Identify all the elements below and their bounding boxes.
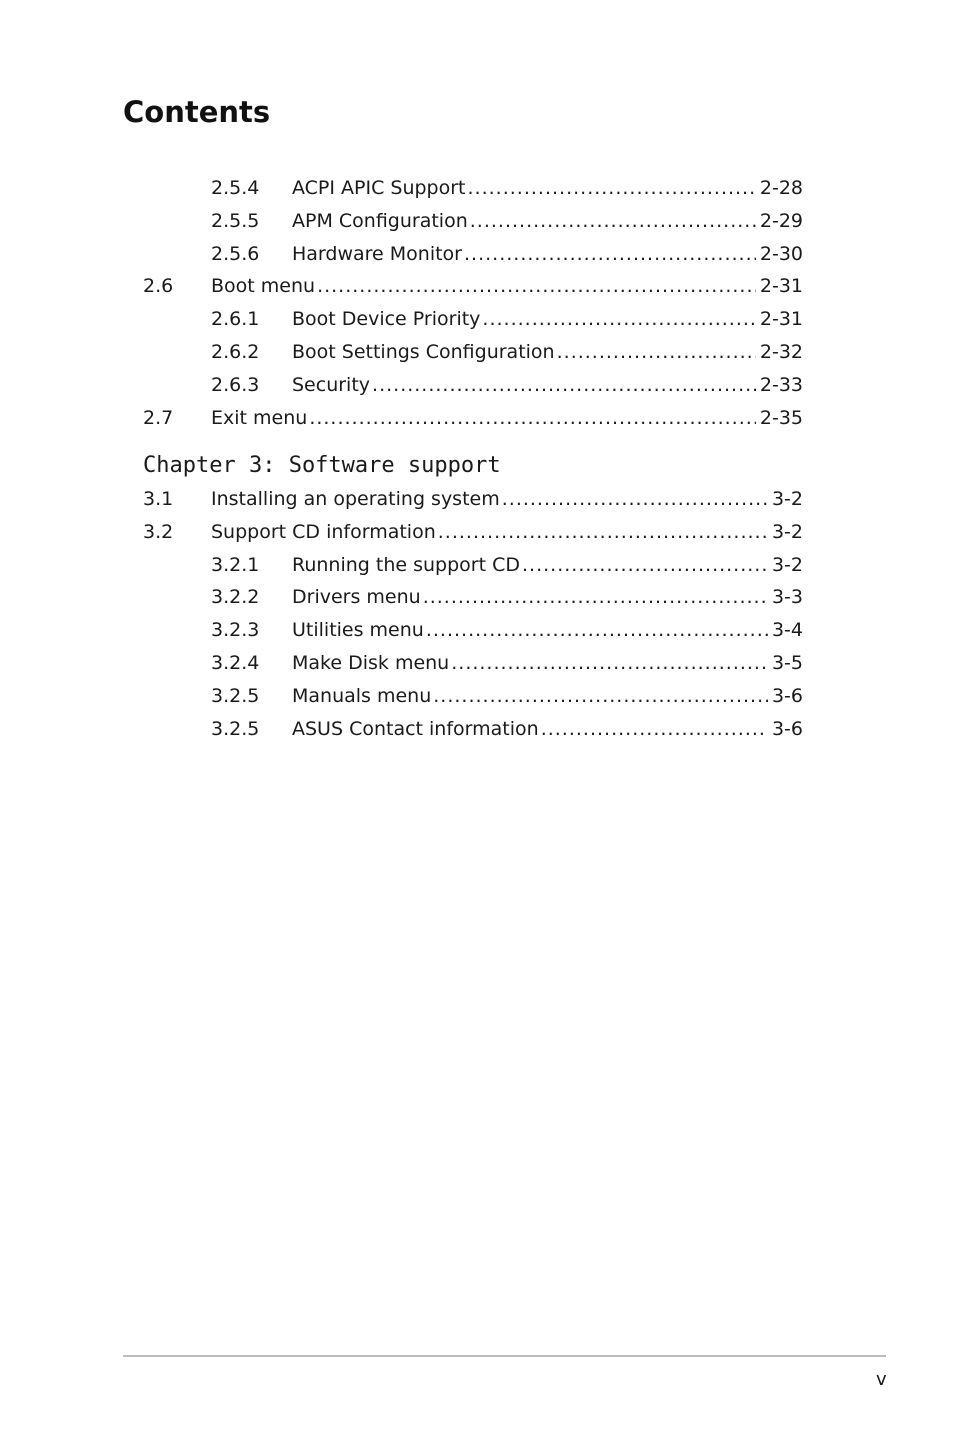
toc-entry-page: 3-2	[771, 553, 803, 576]
toc-entry-page: 2-31	[759, 275, 803, 298]
toc-entry[interactable]	[143, 713, 803, 746]
toc-entry[interactable]	[143, 205, 803, 238]
toc-section-chapter3	[143, 483, 803, 745]
page-title: Contents	[123, 95, 271, 129]
dot-leader	[309, 402, 756, 435]
toc-entry-label: Installing an operating system	[211, 488, 500, 510]
toc-entry[interactable]	[143, 369, 803, 402]
toc-entry-page: 3-3	[771, 586, 803, 609]
toc-entry[interactable]	[143, 238, 803, 271]
toc-entry-number: 3.2.3	[211, 619, 260, 642]
toc-entry-number: 2.5.5	[211, 209, 260, 232]
toc-entry-page: 3-6	[771, 717, 803, 740]
dot-leader	[451, 647, 768, 680]
toc-entry-number: 3.2.5	[211, 684, 260, 707]
dot-leader	[372, 369, 756, 402]
toc-entry-page: 2-31	[759, 308, 803, 331]
toc-entry-number: 3.2.2	[211, 586, 260, 609]
toc-entry-number: 2.6.2	[211, 340, 260, 363]
toc-entry-label: Manuals menu	[292, 684, 432, 707]
toc-entry-label: Support CD information	[211, 520, 436, 543]
toc-entry[interactable]	[143, 614, 803, 647]
toc-entry-number: 2.5.6	[211, 242, 260, 265]
toc-entry-number: 2.7	[143, 406, 174, 429]
toc-entry-label: Drivers menu	[292, 586, 421, 609]
toc-entry[interactable]	[143, 270, 803, 303]
toc-entry-number: 3.2	[143, 520, 174, 543]
dot-leader	[522, 549, 768, 582]
dot-leader	[482, 303, 755, 336]
dot-leader	[541, 713, 768, 746]
toc-entry-number: 3.2.1	[211, 553, 260, 576]
dot-leader	[502, 483, 768, 516]
dot-leader	[470, 205, 756, 238]
dot-leader	[557, 336, 756, 369]
toc-entry-label: Boot Device Priority	[292, 308, 481, 331]
toc-entry-label: Utilities menu	[292, 619, 424, 642]
toc-entry-page: 2-30	[759, 242, 803, 265]
dot-leader	[438, 516, 768, 549]
toc-entry[interactable]	[143, 516, 803, 549]
toc-entry[interactable]	[143, 303, 803, 336]
toc-entry-number: 2.6	[143, 275, 174, 298]
toc-entry-label: Boot menu	[211, 275, 316, 298]
toc-entry[interactable]	[143, 647, 803, 680]
toc-entry-page: 2-28	[759, 177, 803, 199]
toc-entry[interactable]	[143, 402, 803, 435]
toc-entry-number: 2.6.3	[211, 373, 260, 396]
toc-entry-label: ACPI APIC Support	[292, 177, 466, 199]
toc-section-chapter2	[143, 172, 803, 434]
toc-entry-number: 2.5.4	[211, 177, 260, 199]
toc-entry-page: 3-4	[771, 619, 803, 642]
toc-entry[interactable]	[143, 680, 803, 713]
dot-leader	[423, 581, 768, 614]
chapter-heading: Chapter 3: Software support	[143, 453, 501, 478]
toc-entry-number: 3.2.5	[211, 717, 260, 740]
toc-entry-label: APM Configuration	[292, 209, 468, 232]
toc-entry-label: Exit menu	[211, 406, 308, 429]
toc-entry-page: 2-35	[759, 406, 803, 429]
toc-entry[interactable]	[143, 336, 803, 369]
toc-entry-number: 3.1	[143, 488, 174, 510]
toc-entry-label: Running the support CD	[292, 553, 520, 576]
dot-leader	[426, 614, 768, 647]
toc-entry-label: Security	[292, 373, 371, 396]
dot-leader	[464, 238, 756, 271]
dot-leader	[433, 680, 768, 713]
toc-entry-number: 3.2.4	[211, 651, 260, 674]
toc-entry-label: Boot Settings Configuration	[292, 340, 555, 363]
toc-entry[interactable]	[143, 483, 803, 516]
toc-entry[interactable]	[143, 549, 803, 582]
toc-entry-page: 2-33	[759, 373, 803, 396]
toc-entry-page: 3-6	[771, 684, 803, 707]
toc-entry-label: Make Disk menu	[292, 651, 450, 674]
toc-entry-number: 2.6.1	[211, 308, 260, 331]
footer-divider	[123, 1355, 886, 1357]
toc-entry-page: 3-5	[771, 651, 803, 674]
toc-entry-page: 2-32	[759, 340, 803, 363]
dot-leader	[317, 270, 756, 303]
dot-leader	[468, 172, 756, 205]
toc-entry-page: 3-2	[771, 520, 803, 543]
toc-entry[interactable]	[143, 581, 803, 614]
toc-entry-label: ASUS Contact information	[292, 717, 539, 740]
toc-entry-label: Hardware Monitor	[292, 242, 462, 265]
toc-entry-page: 2-29	[759, 209, 803, 232]
toc-entry-page: 3-2	[771, 488, 803, 510]
page-number: v	[876, 1369, 887, 1390]
toc-entry[interactable]	[143, 172, 803, 205]
